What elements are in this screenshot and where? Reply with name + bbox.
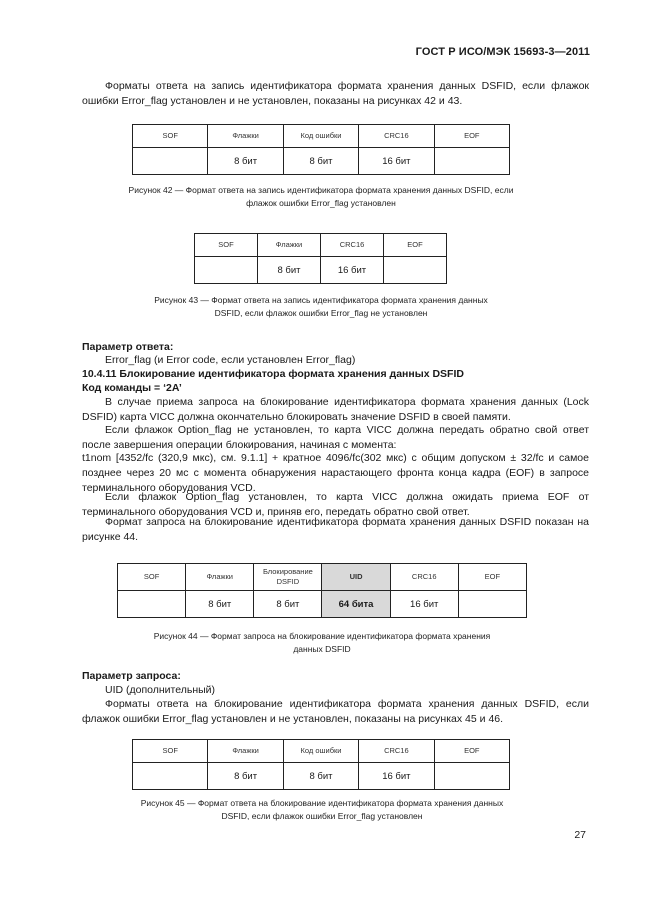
value-cell-sof: [133, 148, 208, 175]
header-cell-crc16: CRC16: [390, 564, 458, 591]
figure-44-table: [117, 563, 527, 618]
value-cell-eof: [434, 763, 509, 790]
value-cell-flags: 8 бит: [186, 591, 254, 618]
paragraph-5: Формат запроса на блокирование идентификатора формата хранения данных DSFID показан на рисунке 44.: [82, 516, 589, 543]
page-number: 27: [574, 829, 586, 841]
header-cell-error-code: Код ошибки: [283, 740, 358, 763]
value-cell-eof: [384, 257, 447, 284]
header-cell-flags: Флажки: [186, 564, 254, 591]
header-cell-error-code: Код ошибки: [283, 125, 358, 148]
paragraph-1: В случае приема запроса на блокирование идентификатора формата хранения данных (Lock DSFID) карта VICC должна окончательно блокировать значение DSFID в своей памяти.: [82, 396, 589, 423]
header-cell-eof: EOF: [458, 564, 526, 591]
value-cell-flags: 8 бит: [208, 148, 283, 175]
figure-42-table: [132, 124, 510, 175]
paragraph-2: Если флажок Option_flag не установлен, то карта VICC должна передать обратно свой ответ после завершения операции блокирования, начиная с момента:: [82, 424, 589, 451]
header-cell-eof: EOF: [434, 740, 509, 763]
value-cell-crc16: 16 бит: [359, 763, 434, 790]
section-title: 10.4.11 Блокирование идентификатора формата хранения данных DSFID: [82, 368, 464, 380]
value-cell-eof: [434, 148, 509, 175]
value-cell-sof: [195, 257, 258, 284]
response-param-title: Параметр ответа:: [82, 341, 174, 353]
header-cell-sof: SOF: [195, 234, 258, 257]
table-value-row: [195, 257, 447, 284]
value-cell-sof: [118, 591, 186, 618]
header-cell-crc16: CRC16: [321, 234, 384, 257]
figure-44-caption: Рисунок 44 — Формат запроса на блокирование идентификатора формата хранения данных DSFID: [153, 631, 491, 654]
table-header-row: [195, 234, 447, 257]
command-code: Код команды = ‘2А’: [82, 382, 182, 394]
document-header: ГОСТ Р ИСО/МЭК 15693-3—2011: [415, 46, 590, 58]
header-cell-eof: EOF: [434, 125, 509, 148]
value-cell-uid: 64 бита: [322, 591, 390, 618]
figure-43-table: [194, 233, 447, 284]
figure-45-table: [132, 739, 510, 790]
table-value-row: [133, 148, 510, 175]
header-cell-eof: EOF: [384, 234, 447, 257]
table-value-row: [118, 591, 527, 618]
header-cell-sof: SOF: [133, 125, 208, 148]
header-cell-lock-dsfid: Блокирование DSFID: [254, 564, 322, 591]
value-cell-sof: [133, 763, 208, 790]
header-cell-uid: UID: [322, 564, 390, 591]
figure-43-caption: Рисунок 43 — Формат ответа на запись идентификатора формата хранения данных DSFID, если флажок ошибки Error_flag не установлен: [154, 295, 488, 318]
value-cell-crc16: 16 бит: [359, 148, 434, 175]
header-cell-sof: SOF: [133, 740, 208, 763]
request-param-title: Параметр запроса:: [82, 670, 181, 682]
value-cell-error-code: 8 бит: [283, 148, 358, 175]
response-param-value: Error_flag (и Error code, если установлен Error_flag): [105, 354, 356, 366]
header-cell-sof: SOF: [118, 564, 186, 591]
value-cell-error-code: 8 бит: [283, 763, 358, 790]
paragraph-4: Если флажок Option_flag установлен, то карта VICC должна ожидать приема EOF от терминального оборудования VCD и, приняв его, передать обратно свой ответ.: [82, 491, 589, 518]
request-param-value: UID (дополнительный): [105, 684, 216, 696]
paragraph-3: t1nom [4352/fc (320,9 мкс), см. 9.1.1] + кратное 4096/fc(302 мкс) с общим допуском ± 32/fc и самое позднее через 20 мс с момента обнаружения нарастающего фронта конца кадра (EOF) в запросе терминального оборудования VCD.: [82, 452, 589, 494]
figure-42-caption: Рисунок 42 — Формат ответа на запись идентификатора формата хранения данных DSFID, если флажок ошибки Error_flag установлен: [128, 185, 514, 208]
header-cell-flags: Флажки: [208, 125, 283, 148]
figure-45-caption: Рисунок 45 — Формат ответа на блокирование идентификатора формата хранения данных DSFID, если флажок ошибки Error_flag установлен: [140, 798, 504, 821]
intro-paragraph: Форматы ответа на запись идентификатора формата хранения данных DSFID, если флажок ошибки Error_flag установлен и не установлен, показаны на рисунках 42 и 43.: [82, 80, 589, 107]
value-cell-flags: 8 бит: [208, 763, 283, 790]
header-cell-flags: Флажки: [258, 234, 321, 257]
paragraph-6: Форматы ответа на блокирование идентификатора формата хранения данных DSFID, если флажок ошибки Error_flag установлен и не установлен, показаны на рисунках 45 и 46.: [82, 698, 589, 725]
header-cell-flags: Флажки: [208, 740, 283, 763]
table-header-row: [118, 564, 527, 591]
header-cell-crc16: CRC16: [359, 740, 434, 763]
value-cell-eof: [458, 591, 526, 618]
value-cell-lock-dsfid: 8 бит: [254, 591, 322, 618]
value-cell-crc16: 16 бит: [321, 257, 384, 284]
value-cell-crc16: 16 бит: [390, 591, 458, 618]
header-cell-crc16: CRC16: [359, 125, 434, 148]
value-cell-flags: 8 бит: [258, 257, 321, 284]
table-header-row: [133, 125, 510, 148]
table-value-row: [133, 763, 510, 790]
table-header-row: [133, 740, 510, 763]
